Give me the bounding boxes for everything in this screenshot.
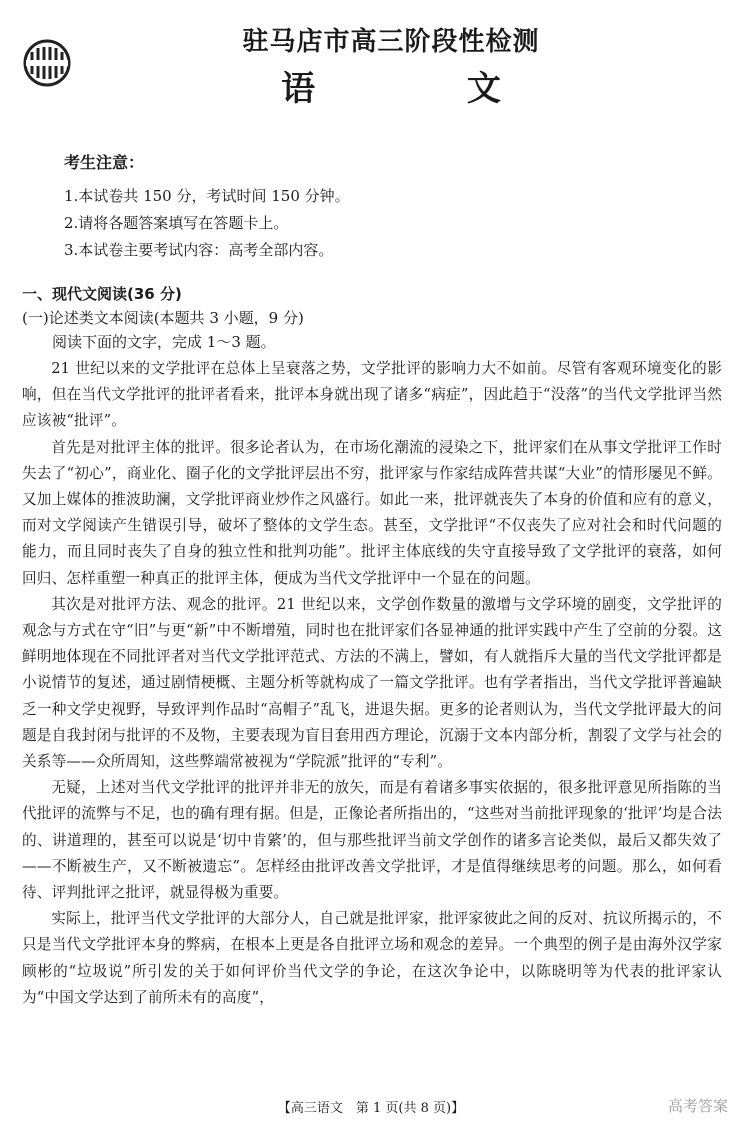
watermark: 高考答案	[667, 1097, 728, 1115]
exam-title: 驻马店市高三阶段性检测	[242, 27, 540, 57]
notice-title: 考生注意：	[64, 153, 145, 172]
section-intro: 阅读下面的文字，完成 1～3 题。	[52, 333, 276, 351]
reading-passage	[22, 356, 722, 1011]
passage-paragraph: 21 世纪以来的文学批评在总体上呈衰落之势，文学批评的影响力大不如前。尽管有客观环境变化的影响，但在当代文学批评的批评者看来，批评本身就出现了诸多“病症”，因此趋于“没落”的当代文学批评当然应该被“批评”。	[22, 360, 722, 430]
notice-item: 1.本试卷共 150 分，考试时间 150 分钟。	[64, 187, 350, 205]
notice-item: 2.请将各题答案填写在答题卡上。	[64, 214, 289, 232]
page-footer: 【高三语文 第 1 页(共 8 页)】	[277, 1101, 465, 1116]
section-title: 一、现代文阅读(36 分)	[22, 285, 182, 303]
section-header	[22, 282, 722, 354]
passage-paragraph: 其次是对批评方法、观念的批评。21 世纪以来，文学创作数量的激增与文学环境的剧变，文学批评的观念与方式在守“旧”与更“新”中不断增殖，同时也在批评家们各显神通的批评实践中产生了空前的分裂。这鲜明地体现在不同批评者对当代文学批评范式、方法的不满上，譬如，有人就指斥大量的当代文学批评都是小说情节的复述，通过剧情梗概、主题分析等就构成了一篇文学批评。也有学者指出，当代文学批评普遍缺乏一种文学史视野，导致评判作品时“高帽子”乱飞，进退失据。更多的论者则认为，当代文学批评最大的问题是自我封闭与批评的不及物，主要表现为盲目套用西方理论，沉溺于文本内部分析，割裂了文学与社会的关系等——众所周知，这些弊端常被视为“学院派”批评的“专利”。	[22, 595, 722, 771]
candidate-notice	[64, 150, 684, 264]
passage-paragraph: 无疑，上述对当代文学批评的批评并非无的放矢，而是有着诸多事实依据的，很多批评意见所指陈的当代批评的流弊与不足，也的确有理有据。但是，正像论者所指出的，“这些对当前批评现象的‘批评’均是合法的、讲道理的，甚至可以说是‘切中肯綮’的，但与那些批评当前文学创作的诸多言论类似，最后又都失效了——不断被生产，又不断被遗忘”。怎样经由批评改善文学批评，才是值得继续思考的问题。那么，如何看待、评判批评之批评，就显得极为重要。	[22, 779, 722, 902]
section-subtitle: (一)论述类文本阅读(本题共 3 小题，9 分)	[22, 309, 304, 327]
notice-item: 3.本试卷主要考试内容：高考全部内容。	[64, 241, 334, 259]
subject-title: 语 文	[281, 69, 571, 109]
passage-paragraph: 首先是对批评主体的批评。很多论者认为，在市场化潮流的浸染之下，批评家们在从事文学批评工作时失去了“初心”，商业化、圈子化的文学批评层出不穷，批评家与作家结成阵营共谋“大业”的情形屡见不鲜。又加上媒体的推波助澜，文学批评商业炒作之风盛行。如此一来，批评就丧失了本身的价值和应有的意义，而对文学阅读产生错误引导，破坏了整体的文学生态。甚至，文学批评“不仅丧失了应对社会和时代问题的能力，而且同时丧失了自身的独立性和批判功能”。批评主体底线的失守直接导致了文学批评的衰落，如何回归、怎样重塑一种真正的批评主体，便成为当代文学批评中一个显在的问题。	[22, 438, 722, 587]
passage-paragraph: 实际上，批评当代文学批评的大部分人，自己就是批评家，批评家彼此之间的反对、抗议所揭示的，不只是当代文学批评本身的弊病，在根本上更是各自批评立场和观念的差异。一个典型的例子是由海外汉学家顾彬的“垃圾说”所引发的关于如何评价当代文学的争论，在这次争论中，以陈晓明等为代表的批评家认为“中国文学达到了前所未有的高度”，	[22, 910, 722, 1006]
page-header	[0, 24, 742, 112]
